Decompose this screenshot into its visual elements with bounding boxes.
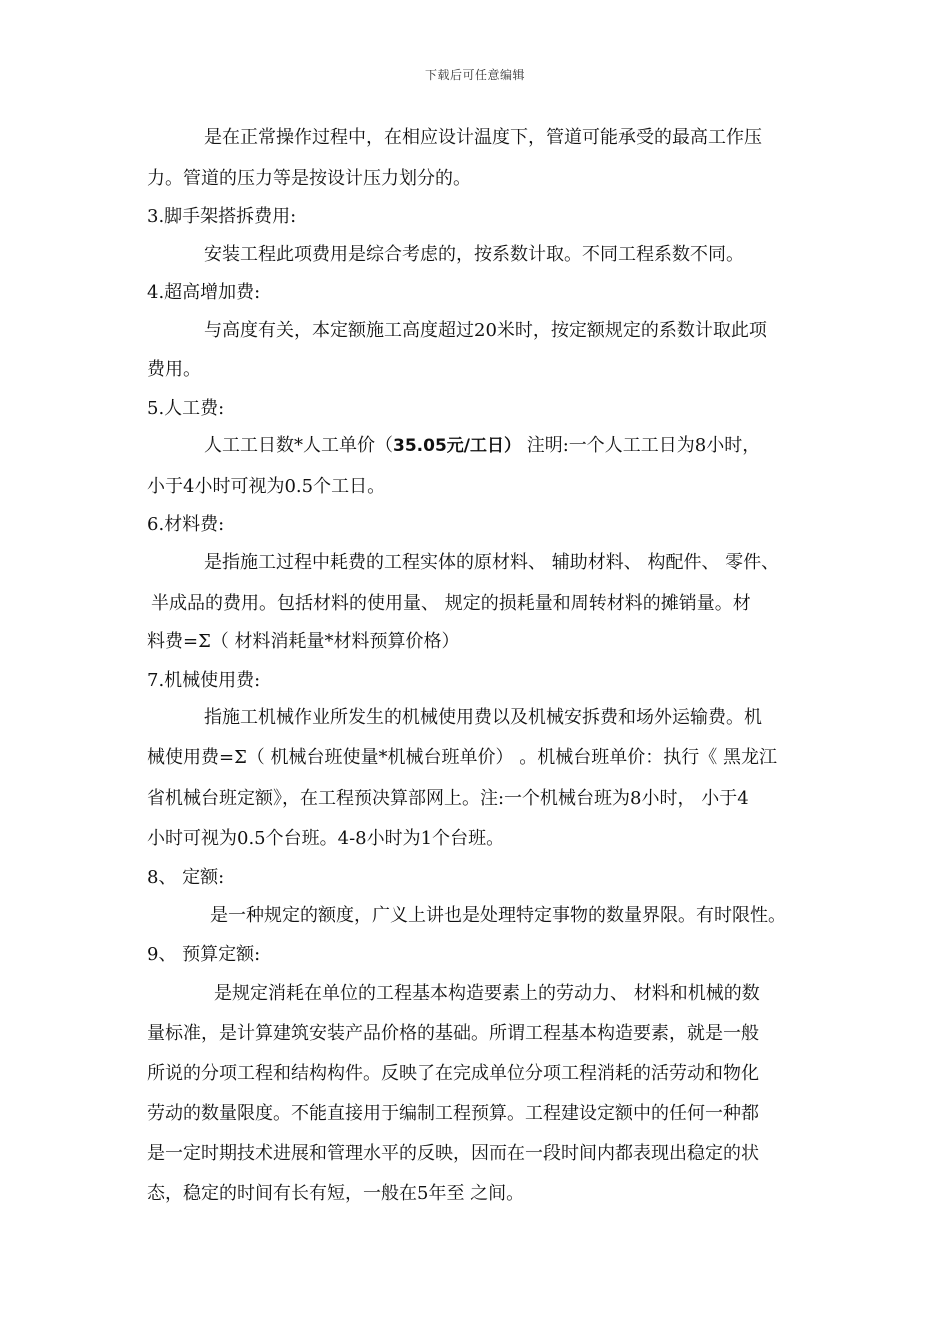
paragraph-line: 与高度有关，本定额施工高度超过20米时，按定额规定的系数计取此项	[204, 320, 767, 341]
paragraph-line: 是规定消耗在单位的工程基本构造要素上的劳动力、 材料和机械的数	[214, 983, 760, 1004]
labor-unit-price: 35.05元/工日）	[393, 436, 521, 456]
paragraph-line	[204, 434, 760, 458]
paragraph-line: 费用。	[147, 359, 201, 380]
paragraph-line: 是一定时期技术进展和管理水平的反映，因而在一段时间内都表现出稳定的状	[147, 1143, 759, 1164]
paragraph-line: 量标准，是计算建筑安装产品价格的基础。所谓工程基本构造要素，就是一般	[147, 1023, 759, 1044]
paragraph-line: 省机械台班定额》，在工程预决算部网上。注:一个机械台班为8小时， 小于4	[147, 788, 749, 809]
paragraph-line: 料费=Σ（ 材料消耗量*材料预算价格）	[147, 631, 460, 652]
paragraph-line: 力。管道的压力等是按设计压力划分的。	[147, 168, 471, 189]
page-header: 下载后可任意编辑	[424, 68, 525, 82]
section-heading-8: 8、 定额:	[147, 867, 225, 888]
section-heading-4: 4.超高增加费:	[147, 282, 261, 303]
section-heading-6: 6.材料费:	[147, 514, 225, 535]
paragraph-line: 是一种规定的额度，广义上讲也是处理特定事物的数量界限。有时限性。	[210, 905, 786, 926]
paragraph-line: 指施工机械作业所发生的机械使用费以及机械安拆费和场外运输费。机	[204, 707, 762, 728]
paragraph-line: 械使用费=Σ（ 机械台班使量*机械台班单价） 。机械台班单价：执行《 黑龙江	[147, 747, 777, 768]
labor-note-text: 注明:一个人工工日为8小时，	[526, 435, 761, 456]
paragraph-line: 劳动的数量限度。不能直接用于编制工程预算。工程建设定额中的任何一种都	[147, 1103, 759, 1124]
section-heading-3: 3.脚手架搭拆费用:	[147, 206, 297, 227]
section-heading-9: 9、 预算定额:	[147, 944, 261, 965]
paragraph-line: 是在正常操作过程中，在相应设计温度下，管道可能承受的最高工作压	[204, 127, 762, 148]
paragraph-line: 小于4小时可视为0.5个工日。	[147, 476, 386, 497]
section-heading-5: 5.人工费:	[147, 398, 225, 419]
paragraph-line: 安装工程此项费用是综合考虑的，按系数计取。不同工程系数不同。	[204, 244, 744, 265]
paragraph-line: 小时可视为0.5个台班。4-8小时为1个台班。	[147, 828, 505, 849]
labor-formula-text: 人工工日数*人工单价（	[204, 435, 393, 456]
paragraph-line: 态，稳定的时间有长有短，一般在5年至 之间。	[147, 1183, 525, 1204]
paragraph-line: 半成品的费用。包括材料的使用量、 规定的损耗量和周转材料的摊销量。材	[151, 593, 751, 614]
section-heading-7: 7.机械使用费:	[147, 670, 261, 691]
paragraph-line: 是指施工过程中耗费的工程实体的原材料、 辅助材料、 构配件、 零件、	[204, 552, 780, 573]
paragraph-line: 所说的分项工程和结构构件。反映了在完成单位分项工程消耗的活劳动和物化	[147, 1063, 759, 1084]
